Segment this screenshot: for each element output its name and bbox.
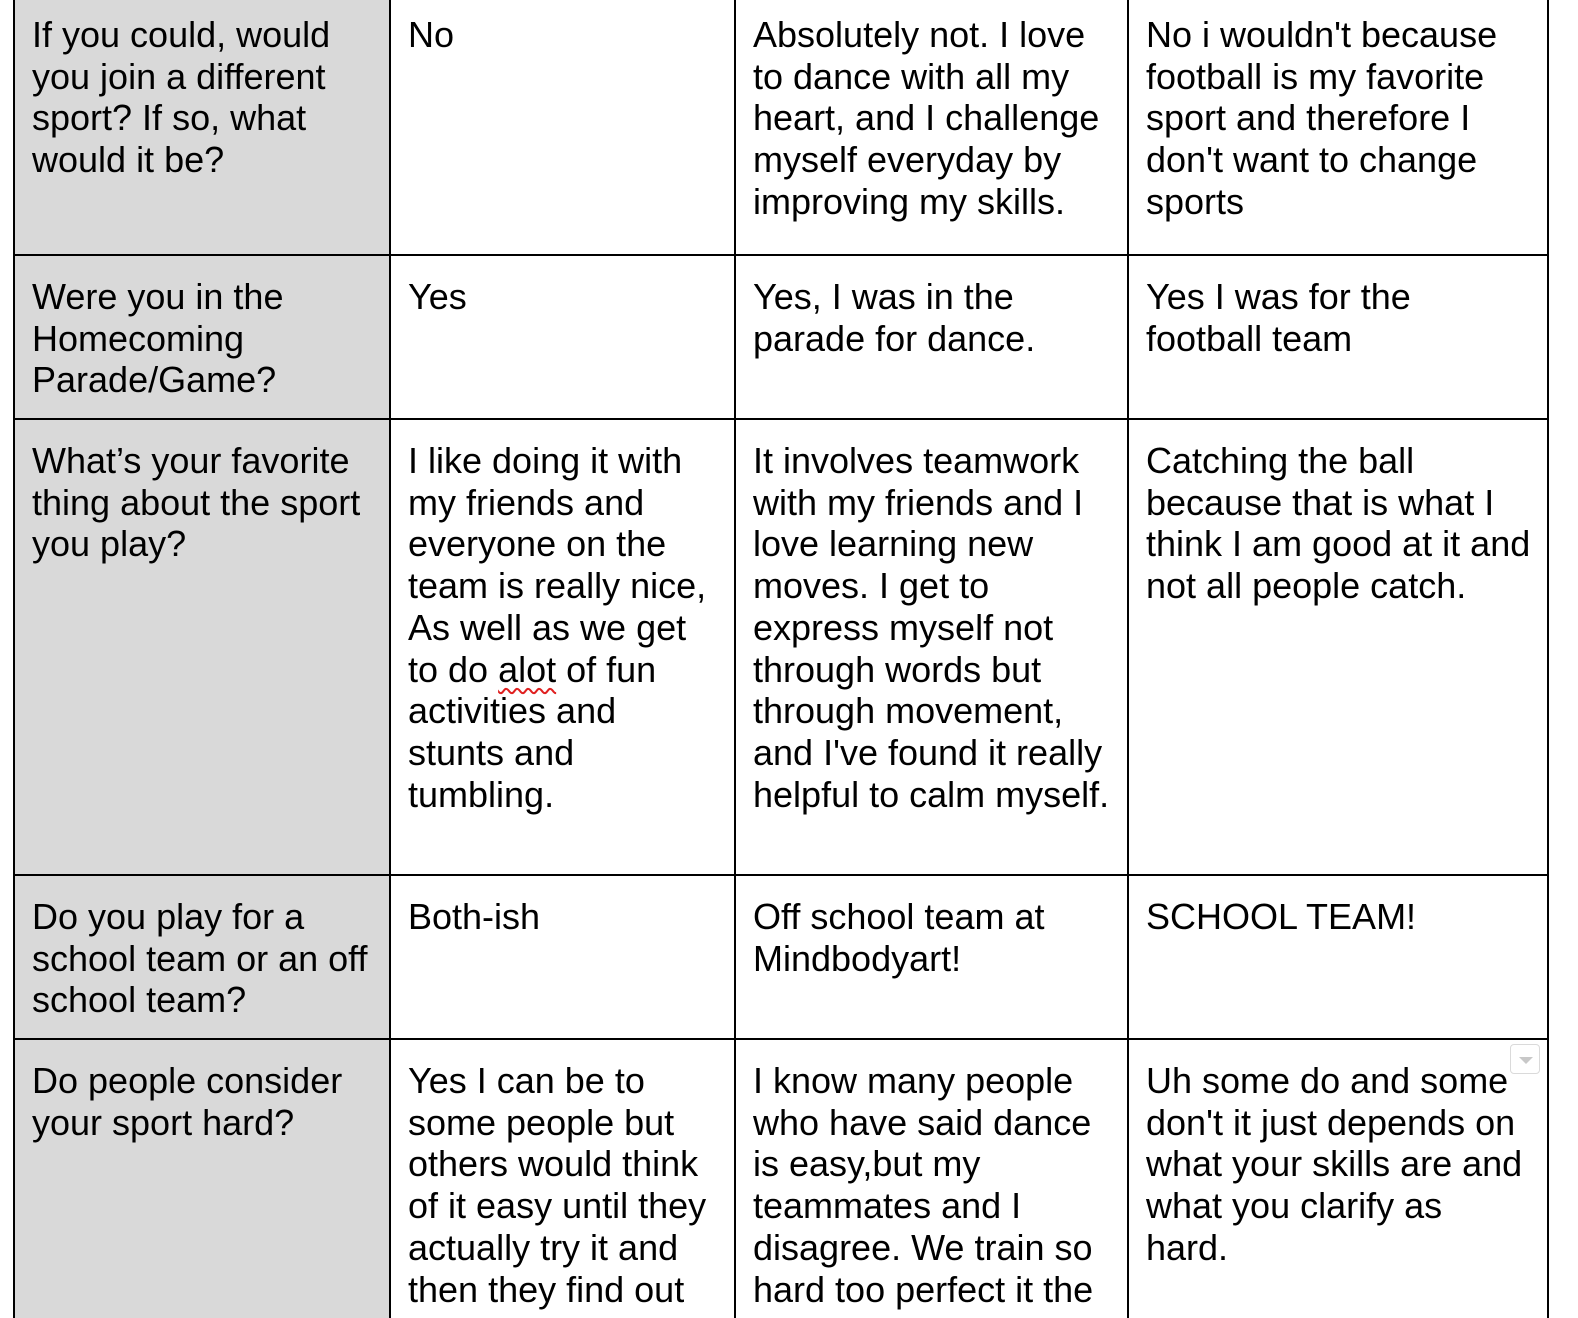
answer-cell[interactable]: I know many people who have said dance is easy,but my teammates and I disagree. We train so hard too perfect it the (735, 1039, 1128, 1318)
question-cell[interactable]: What’s your favorite thing about the sport you play? (14, 419, 390, 875)
answer-cell[interactable]: Absolutely not. I love to dance with all my heart, and I challenge myself everyday by improving my skills. (735, 0, 1128, 255)
answer-cell[interactable]: Yes I was for the football team (1128, 255, 1548, 419)
table-row (14, 1039, 1548, 1318)
answer-cell[interactable]: Uh some do and some don't it just depends on what your skills are and what you clarify as hard. (1128, 1039, 1548, 1318)
answer-cell[interactable]: No (390, 0, 735, 255)
table-row (14, 419, 1548, 875)
question-cell[interactable]: Were you in the Homecoming Parade/Game? (14, 255, 390, 419)
answer-cell[interactable] (390, 419, 735, 875)
interview-table (13, 0, 1549, 1318)
chevron-down-icon (1519, 1057, 1533, 1064)
misspelled-word[interactable]: alot (498, 648, 557, 690)
answer-cell[interactable]: Catching the ball because that is what I think I am good at it and not all people catch. (1128, 419, 1548, 875)
answer-cell[interactable]: Both-ish (390, 875, 735, 1039)
answer-cell[interactable]: Yes (390, 255, 735, 419)
table-row (14, 875, 1548, 1039)
answer-cell[interactable]: SCHOOL TEAM! (1128, 875, 1548, 1039)
table-row (14, 255, 1548, 419)
answer-text: of fun activities and stunts and tumbling. (408, 648, 657, 815)
question-cell[interactable]: Do people consider your sport hard? (14, 1039, 390, 1318)
answer-cell[interactable]: It involves teamwork with my friends and I love learning new moves. I get to express myself not through words but through movement, and I've found it really helpful to calm myself. (735, 419, 1128, 875)
answer-text: I like doing it with my friends and everyone on the team is really nice, As well as we get to do (408, 440, 707, 690)
answer-cell[interactable]: Yes I can be to some people but others would think of it easy until they actually try it and then they find out (390, 1039, 735, 1318)
cell-dropdown-button[interactable] (1510, 1044, 1540, 1074)
answer-cell[interactable]: Yes, I was in the parade for dance. (735, 255, 1128, 419)
question-cell[interactable]: Do you play for a school team or an off school team? (14, 875, 390, 1039)
question-cell[interactable]: If you could, would you join a different sport? If so, what would it be? (14, 0, 390, 255)
answer-cell[interactable]: Off school team at Mindbodyart! (735, 875, 1128, 1039)
table-row (14, 0, 1548, 255)
answer-cell[interactable]: No i wouldn't because football is my favorite sport and therefore I don't want to change sports (1128, 0, 1548, 255)
